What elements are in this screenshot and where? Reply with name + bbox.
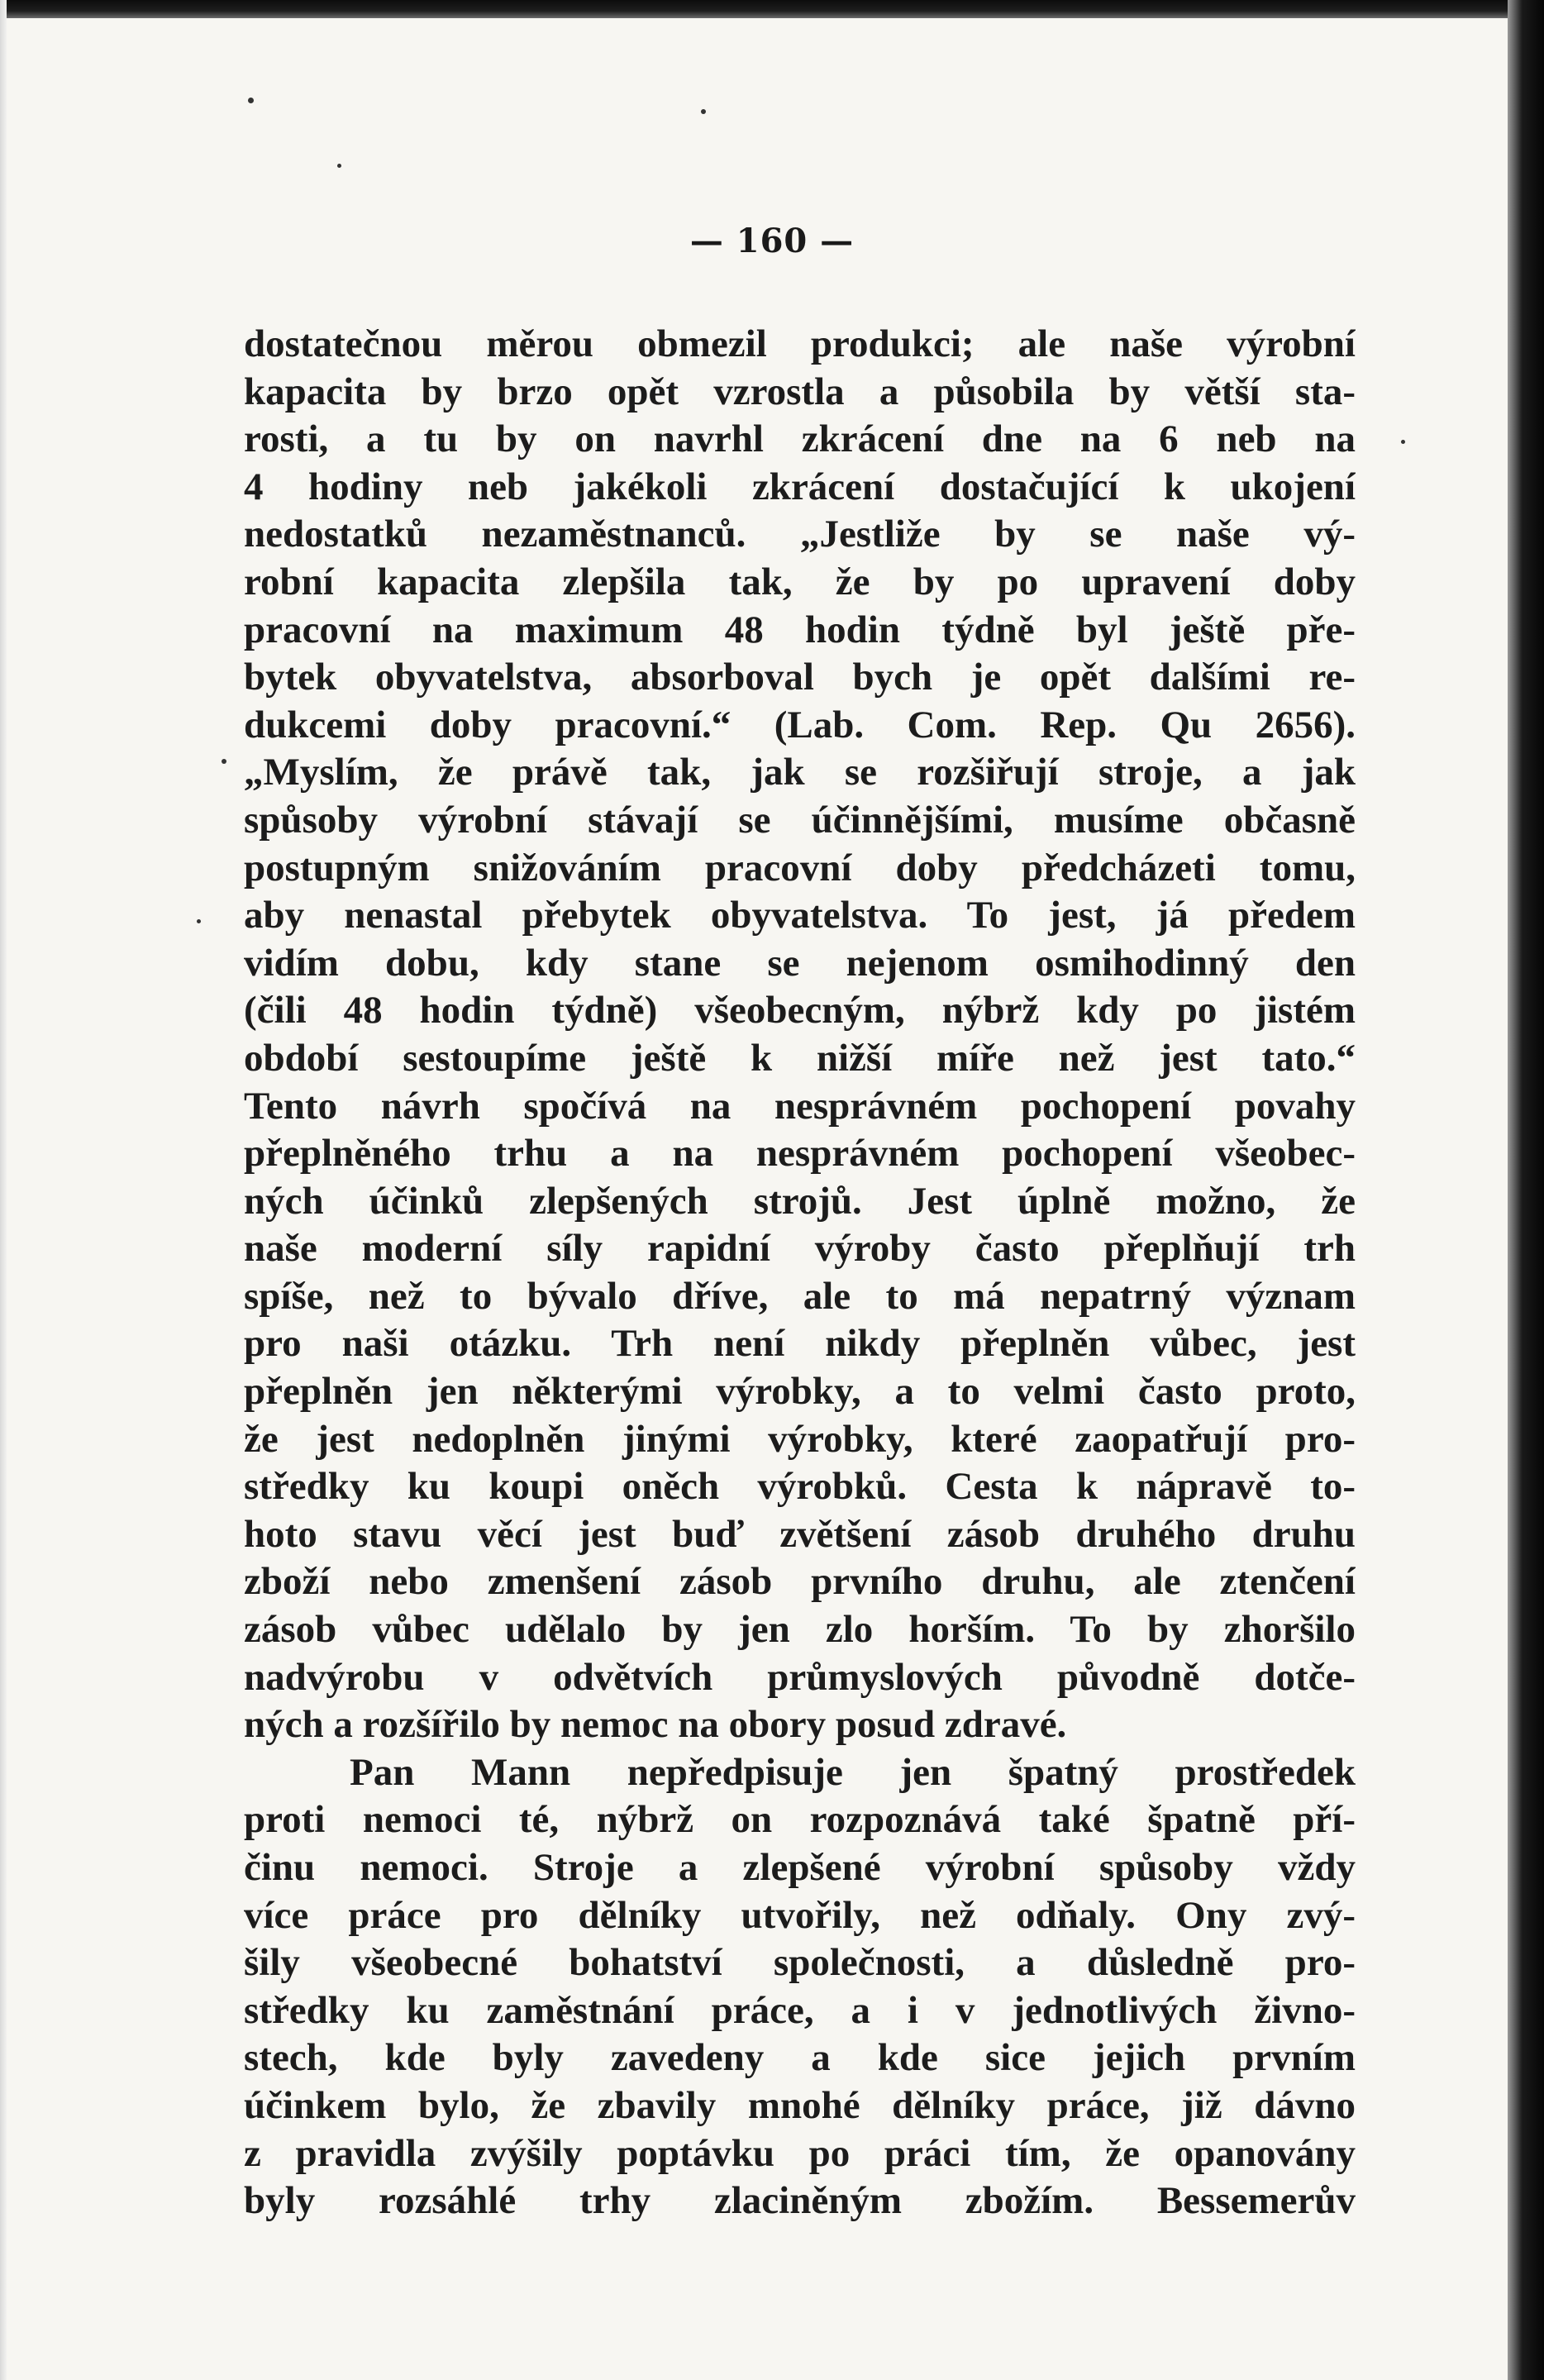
text-line: robní kapacita zlepšila tak, že by po upravení doby (244, 560, 1356, 603)
text-line: „Myslím, že právě tak, jak se rozšiřují stroje, a jak (244, 751, 1356, 794)
text-line: naše moderní síly rapidní výroby často přeplňují trh (244, 1227, 1356, 1271)
text-line: středky ku zaměstnání práce, a i v jednotlivých živno- (244, 1988, 1356, 2032)
text-line: spůsoby výrobní stávají se účinnějšími, musíme občasně (244, 798, 1356, 842)
dust-speck (222, 759, 226, 764)
text-line: přeplněn jen některými výrobky, a to velmi často proto, (244, 1370, 1356, 1414)
text-line: postupným snižováním pracovní doby předcházeti tomu, (244, 846, 1356, 890)
text-line: zboží nebo zmenšení zásob prvního druhu, ale ztenčení (244, 1560, 1356, 1604)
text-line: účinkem bylo, že zbavily mnohé dělníky práce, již dávno (244, 2083, 1356, 2127)
text-line: více práce pro dělníky utvořily, než odňaly. Ony zvý- (244, 1893, 1356, 1937)
text-line: šily všeobecné bohatství společnosti, a důsledně pro- (244, 1941, 1356, 1985)
text-line: nedostatků nezaměstnanců. „Jestliže by se naše vý- (244, 513, 1356, 556)
text-line: proti nemoci té, nýbrž on rozpoznává také špatně pří- (244, 1798, 1356, 1842)
text-line: Pan Mann nepředpisuje jen špatný prostředek (350, 1750, 1356, 1794)
scan-edge-top (0, 0, 1544, 18)
text-line: aby nenastal přebytek obyvatelstva. To jest, já předem (244, 894, 1356, 937)
text-line: bytek obyvatelstva, absorboval bych je opět dalšími re- (244, 656, 1356, 699)
text-line: Tento návrh spočívá na nesprávném pochopení povahy (244, 1084, 1356, 1128)
text-line: středky ku koupi oněch výrobků. Cesta k nápravě to- (244, 1465, 1356, 1509)
text-line: vidím dobu, kdy stane se nejenom osmihodinný den (244, 941, 1356, 985)
text-line: dukcemi doby pracovní.“ (Lab. Com. Rep. Qu 2656). (244, 703, 1356, 746)
text-line: přeplněného trhu a na nesprávném pochopení všeobec- (244, 1132, 1356, 1176)
dust-speck (701, 109, 706, 114)
text-line: pro naši otázku. Trh není nikdy přeplněn vůbec, jest (244, 1322, 1356, 1366)
body-text (244, 321, 1356, 2225)
text-line: stech, kde byly zavedeny a kde sice jejich prvním (244, 2036, 1356, 2080)
text-line: z pravidla zvýšily poptávku po práci tím, že opanovány (244, 2131, 1356, 2175)
text-line: kapacita by brzo opět vzrostla a působila by větší sta- (244, 370, 1356, 413)
page-number: — 160 — (689, 222, 855, 260)
dust-speck (337, 164, 341, 168)
text-line: nadvýrobu v odvětvích průmyslových původně dotče- (244, 1655, 1356, 1699)
text-line: pracovní na maximum 48 hodin týdně byl ještě pře- (244, 608, 1356, 651)
text-line: byly rozsáhlé trhy zlaciněným zbožím. Bessemerův (244, 2179, 1356, 2223)
text-line: že jest nedoplněn jinými výrobky, které zaopatřují pro- (244, 1417, 1356, 1461)
scan-edge-left (0, 0, 7, 2380)
text-line: spíše, než to bývalo dříve, ale to má nepatrný význam (244, 1274, 1356, 1318)
text-line: (čili 48 hodin týdně) všeobecným, nýbrž kdy po jistém (244, 989, 1356, 1033)
text-line: zásob vůbec udělalo by jen zlo horším. To by zhoršilo (244, 1608, 1356, 1652)
text-line: rosti, a tu by on navrhl zkrácení dne na 6 neb na (244, 417, 1356, 461)
text-line: činu nemoci. Stroje a zlepšené výrobní spůsoby vždy (244, 1846, 1356, 1889)
scan-edge-right (1508, 0, 1544, 2380)
dust-speck (1401, 440, 1405, 444)
dust-speck (248, 98, 254, 103)
text-line: ných a rozšířilo by nemoc na obory posud zdravé. (244, 1703, 1067, 1747)
text-line: 4 hodiny neb jakékoli zkrácení dostačující k ukojení (244, 465, 1356, 508)
text-line: ných účinků zlepšených strojů. Jest úplně možno, že (244, 1179, 1356, 1223)
text-line: dostatečnou měrou obmezil produkci; ale naše výrobní (244, 322, 1356, 365)
dust-speck (197, 919, 201, 923)
text-line: období sestoupíme ještě k nižší míře než jest tato.“ (244, 1036, 1356, 1080)
text-line: hoto stavu věcí jest buď zvětšení zásob druhého druhu (244, 1512, 1356, 1556)
